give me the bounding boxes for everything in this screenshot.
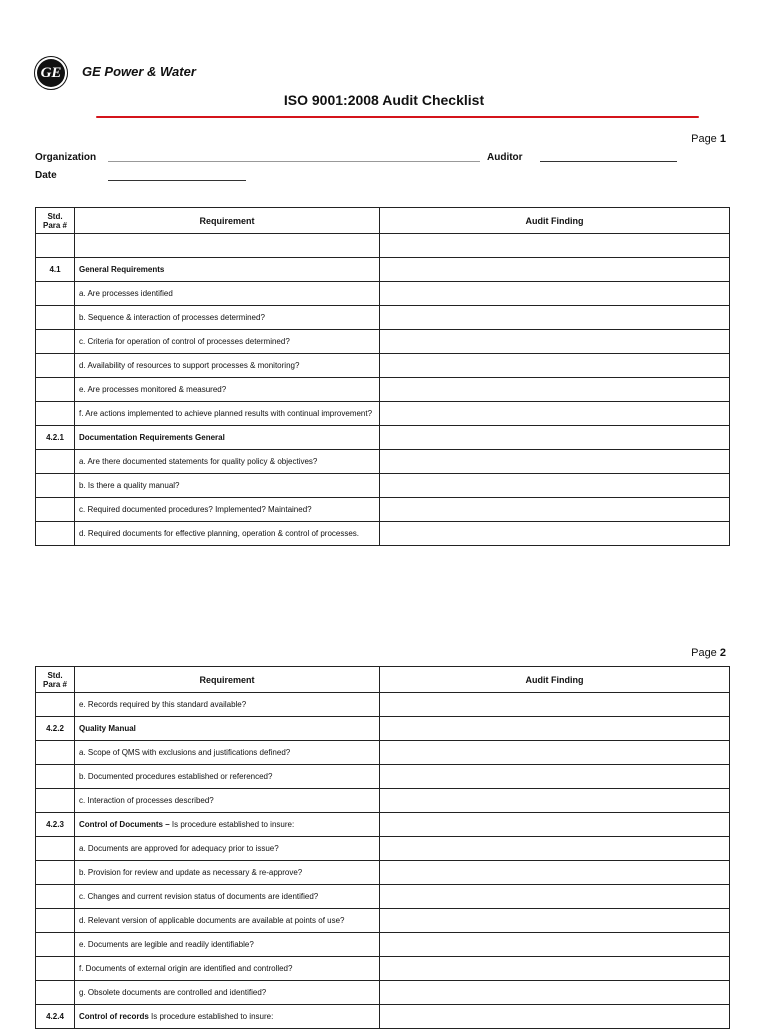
requirement-text: c. Changes and current revision status of documents are identified? <box>79 892 319 901</box>
std-para-cell <box>36 933 75 957</box>
audit-finding-cell[interactable] <box>380 402 730 426</box>
requirement-cell <box>75 957 380 981</box>
audit-finding-cell[interactable] <box>380 789 730 813</box>
requirement-cell <box>75 909 380 933</box>
checklist-row <box>36 402 730 426</box>
audit-finding-cell[interactable] <box>380 1005 730 1029</box>
requirement-cell <box>75 861 380 885</box>
column-header-para: Std. Para # <box>36 667 75 693</box>
audit-finding-cell[interactable] <box>380 909 730 933</box>
requirement-text: f. Documents of external origin are identified and controlled? <box>79 964 293 973</box>
ge-logo-text: GE <box>40 64 62 81</box>
std-para-cell: 4.2.1 <box>36 426 75 450</box>
audit-finding-cell[interactable] <box>380 933 730 957</box>
audit-finding-cell[interactable] <box>380 474 730 498</box>
requirement-text: e. Documents are legible and readily identifiable? <box>79 940 254 949</box>
audit-finding-cell[interactable] <box>380 354 730 378</box>
column-header-requirement: Requirement <box>75 208 380 234</box>
requirement-cell <box>75 282 380 306</box>
table-header-row <box>36 667 730 693</box>
audit-finding-cell[interactable] <box>380 234 730 258</box>
checklist-row <box>36 981 730 1005</box>
requirement-text: e. Records required by this standard available? <box>79 700 247 709</box>
checklist-row <box>36 498 730 522</box>
requirement-text: c. Interaction of processes described? <box>79 796 214 805</box>
std-para-cell <box>36 306 75 330</box>
audit-finding-cell[interactable] <box>380 741 730 765</box>
checklist-row <box>36 330 730 354</box>
checklist-row <box>36 234 730 258</box>
audit-finding-cell[interactable] <box>380 306 730 330</box>
audit-finding-cell[interactable] <box>380 693 730 717</box>
audit-checklist-table-page-2 <box>35 666 730 1029</box>
std-para-cell <box>36 885 75 909</box>
requirement-cell <box>75 234 380 258</box>
requirement-text: e. Are processes monitored & measured? <box>79 385 227 394</box>
requirement-cell <box>75 717 380 741</box>
section-row <box>36 258 730 282</box>
std-para-cell <box>36 522 75 546</box>
audit-finding-cell[interactable] <box>380 813 730 837</box>
requirement-cell <box>75 813 380 837</box>
requirement-text: General Requirements <box>79 265 165 274</box>
requirement-text: d. Required documents for effective planning, operation & control of processes. <box>79 529 360 538</box>
section-row <box>36 813 730 837</box>
std-para-cell <box>36 378 75 402</box>
requirement-cell <box>75 474 380 498</box>
requirement-text: a. Are processes identified <box>79 289 173 298</box>
section-row <box>36 717 730 741</box>
std-para-cell <box>36 498 75 522</box>
requirement-text: f. Are actions implemented to achieve planned results with continual improvement? <box>79 409 373 418</box>
std-para-cell: 4.2.4 <box>36 1005 75 1029</box>
std-para-cell <box>36 957 75 981</box>
requirement-text: c. Required documented procedures? Implemented? Maintained? <box>79 505 312 514</box>
audit-finding-cell[interactable] <box>380 450 730 474</box>
ge-logo <box>34 56 68 90</box>
checklist-row <box>36 522 730 546</box>
audit-finding-cell[interactable] <box>380 426 730 450</box>
requirement-cell <box>75 981 380 1005</box>
requirement-subtext: Is procedure established to insure: <box>169 820 295 829</box>
requirement-cell <box>75 402 380 426</box>
std-para-cell <box>36 354 75 378</box>
requirement-text: Control of records <box>79 1012 149 1021</box>
document-title: ISO 9001:2008 Audit Checklist <box>283 92 485 108</box>
requirement-text: b. Documented procedures established or referenced? <box>79 772 273 781</box>
checklist-row <box>36 741 730 765</box>
title-divider <box>96 116 699 118</box>
audit-finding-cell[interactable] <box>380 717 730 741</box>
checklist-row <box>36 378 730 402</box>
section-row <box>36 1005 730 1029</box>
requirement-text: b. Provision for review and update as necessary & re-approve? <box>79 868 303 877</box>
requirement-text: c. Criteria for operation of control of processes determined? <box>79 337 290 346</box>
page-number-2: Page 2 <box>691 647 726 659</box>
requirement-cell <box>75 765 380 789</box>
checklist-row <box>36 885 730 909</box>
date-field[interactable] <box>108 180 246 181</box>
requirement-text: d. Relevant version of applicable documents are available at points of use? <box>79 916 345 925</box>
std-para-cell <box>36 765 75 789</box>
requirement-text: a. Scope of QMS with exclusions and justifications defined? <box>79 748 291 757</box>
requirement-subtext: Is procedure established to insure: <box>148 1012 274 1021</box>
requirement-cell <box>75 354 380 378</box>
audit-finding-cell[interactable] <box>380 957 730 981</box>
requirement-cell <box>75 258 380 282</box>
checklist-row <box>36 909 730 933</box>
section-row <box>36 426 730 450</box>
checklist-row <box>36 789 730 813</box>
audit-finding-cell[interactable] <box>380 837 730 861</box>
requirement-text: Documentation Requirements General <box>79 433 225 442</box>
std-para-cell <box>36 909 75 933</box>
requirement-text: b. Sequence & interaction of processes determined? <box>79 313 265 322</box>
auditor-field[interactable] <box>540 161 677 162</box>
audit-finding-cell[interactable] <box>380 282 730 306</box>
std-para-cell <box>36 789 75 813</box>
requirement-text: b. Is there a quality manual? <box>79 481 180 490</box>
std-para-cell <box>36 234 75 258</box>
requirement-text: Control of Documents – <box>79 820 170 829</box>
requirement-text: a. Documents are approved for adequacy prior to issue? <box>79 844 279 853</box>
requirement-cell <box>75 498 380 522</box>
column-header-requirement: Requirement <box>75 667 380 693</box>
checklist-row <box>36 933 730 957</box>
requirement-cell <box>75 933 380 957</box>
requirement-cell <box>75 693 380 717</box>
requirement-cell <box>75 522 380 546</box>
audit-finding-cell[interactable] <box>380 861 730 885</box>
requirement-text: Quality Manual <box>79 724 136 733</box>
audit-checklist-table-page-1 <box>35 207 730 546</box>
checklist-row <box>36 861 730 885</box>
audit-finding-cell[interactable] <box>380 258 730 282</box>
checklist-row <box>36 474 730 498</box>
std-para-cell <box>36 837 75 861</box>
requirement-cell <box>75 450 380 474</box>
std-para-cell: 4.1 <box>36 258 75 282</box>
std-para-cell <box>36 741 75 765</box>
audit-finding-cell[interactable] <box>380 765 730 789</box>
checklist-row <box>36 957 730 981</box>
page-number-1: Page 1 <box>691 133 726 145</box>
company-name: GE Power & Water <box>82 64 196 79</box>
audit-finding-cell[interactable] <box>380 885 730 909</box>
audit-finding-cell[interactable] <box>380 378 730 402</box>
std-para-cell <box>36 474 75 498</box>
audit-finding-cell[interactable] <box>380 498 730 522</box>
requirement-cell <box>75 789 380 813</box>
checklist-row <box>36 306 730 330</box>
requirement-text: g. Obsolete documents are controlled and identified? <box>79 988 267 997</box>
std-para-cell <box>36 450 75 474</box>
column-header-finding: Audit Finding <box>380 667 730 693</box>
requirement-cell <box>75 330 380 354</box>
requirement-cell <box>75 306 380 330</box>
audit-finding-cell[interactable] <box>380 981 730 1005</box>
checklist-row <box>36 765 730 789</box>
requirement-cell <box>75 378 380 402</box>
organization-label: Organization <box>35 152 97 163</box>
checklist-row <box>36 354 730 378</box>
checklist-row <box>36 282 730 306</box>
std-para-cell <box>36 330 75 354</box>
std-para-cell <box>36 402 75 426</box>
requirement-cell <box>75 426 380 450</box>
organization-field[interactable] <box>108 161 480 162</box>
column-header-finding: Audit Finding <box>380 208 730 234</box>
requirement-text: a. Are there documented statements for quality policy & objectives? <box>79 457 318 466</box>
table-header-row <box>36 208 730 234</box>
column-header-para: Std. Para # <box>36 208 75 234</box>
requirement-text: d. Availability of resources to support processes & monitoring? <box>79 361 300 370</box>
checklist-row <box>36 693 730 717</box>
std-para-cell: 4.2.3 <box>36 813 75 837</box>
std-para-cell <box>36 861 75 885</box>
audit-finding-cell[interactable] <box>380 522 730 546</box>
audit-finding-cell[interactable] <box>380 330 730 354</box>
checklist-row <box>36 450 730 474</box>
checklist-row <box>36 837 730 861</box>
date-label: Date <box>35 170 57 181</box>
std-para-cell <box>36 981 75 1005</box>
std-para-cell: 4.2.2 <box>36 717 75 741</box>
requirement-cell <box>75 741 380 765</box>
auditor-label: Auditor <box>487 152 523 163</box>
requirement-cell <box>75 837 380 861</box>
std-para-cell <box>36 282 75 306</box>
requirement-cell <box>75 1005 380 1029</box>
requirement-cell <box>75 885 380 909</box>
std-para-cell <box>36 693 75 717</box>
